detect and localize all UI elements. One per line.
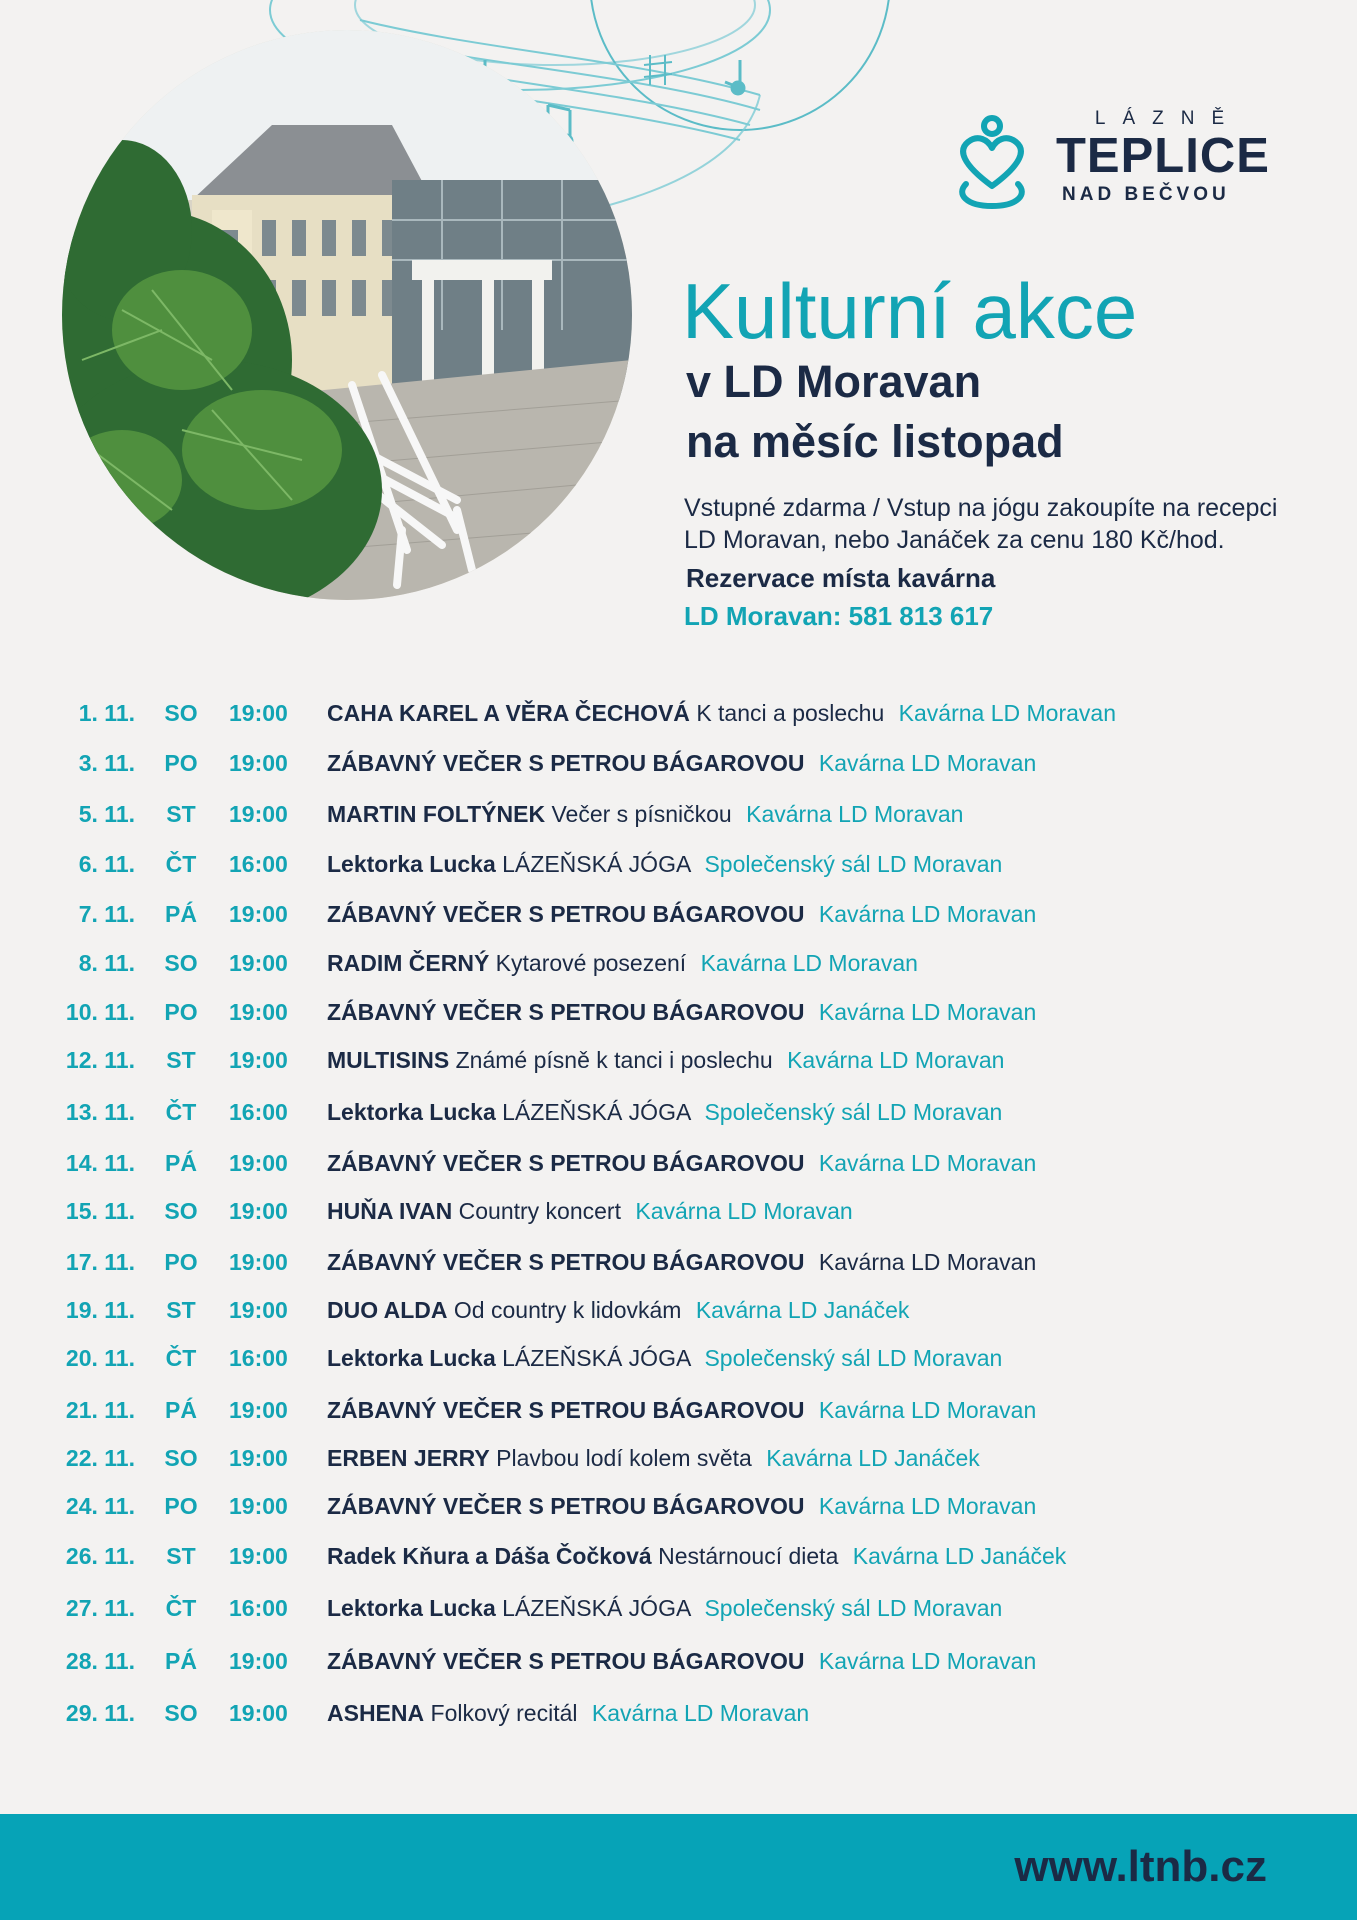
event-row	[0, 901, 1357, 937]
event-time: 19:00	[229, 999, 288, 1025]
event-day: SO	[164, 1198, 198, 1224]
event-name: ZÁBAVNÝ VEČER S PETROU BÁGAROVOU	[327, 1397, 805, 1423]
event-place: Společenský sál LD Moravan	[704, 1099, 1003, 1125]
event-description: Kytarové posezení	[495, 950, 687, 976]
event-text	[327, 1345, 1002, 1372]
event-place: Kavárna LD Moravan	[746, 801, 964, 827]
event-description: Známé písně k tanci i poslechu	[455, 1047, 773, 1073]
event-date: 8. 11.	[78, 950, 135, 976]
event-description: LÁZEŇSKÁ JÓGA	[502, 1345, 691, 1371]
event-row	[0, 1543, 1357, 1579]
event-time: 16:00	[229, 1345, 288, 1371]
event-place: Společenský sál LD Moravan	[704, 1345, 1003, 1371]
event-name: DUO ALDA	[327, 1297, 448, 1323]
event-time: 19:00	[229, 950, 288, 976]
event-time: 19:00	[229, 901, 288, 927]
event-row	[0, 1397, 1357, 1433]
event-row	[0, 1249, 1357, 1285]
event-time: 16:00	[229, 851, 288, 877]
footer-bar	[0, 1814, 1357, 1920]
event-row	[0, 801, 1357, 837]
event-text	[327, 750, 1036, 777]
event-text	[327, 1150, 1036, 1177]
event-row	[0, 1099, 1357, 1135]
event-date: 21. 11.	[65, 1397, 135, 1423]
event-day: PO	[164, 1249, 198, 1275]
event-date: 24. 11.	[65, 1493, 135, 1519]
event-time: 19:00	[229, 1150, 288, 1176]
event-place: Společenský sál LD Moravan	[704, 1595, 1003, 1621]
event-name: Radek Kňura a Dáša Čočková	[327, 1543, 652, 1569]
event-time: 19:00	[229, 1700, 288, 1726]
event-row	[0, 999, 1357, 1035]
event-day: PÁ	[165, 1150, 197, 1176]
event-row	[0, 1150, 1357, 1186]
event-time: 19:00	[229, 1543, 288, 1569]
subtitle-month: na měsíc listopad	[686, 416, 1064, 467]
event-text	[327, 999, 1036, 1026]
event-day: PÁ	[165, 1397, 197, 1423]
event-time: 19:00	[229, 750, 288, 776]
event-day: ČT	[165, 1345, 197, 1371]
event-day: SO	[164, 1445, 198, 1471]
event-row	[0, 750, 1357, 786]
event-time: 19:00	[229, 700, 288, 726]
event-text	[327, 851, 1002, 878]
event-day: ČT	[165, 851, 197, 877]
event-day: ČT	[165, 1099, 197, 1125]
event-place: Kavárna LD Moravan	[818, 1249, 1037, 1275]
info-line-1: Vstupné zdarma / Vstup na jógu zakoupíte na recepci	[684, 494, 1278, 522]
subtitle-venue: v LD Moravan	[686, 356, 982, 407]
event-row	[0, 1700, 1357, 1736]
event-date: 1. 11.	[78, 700, 135, 726]
event-day: SO	[164, 1700, 198, 1726]
event-name: ZÁBAVNÝ VEČER S PETROU BÁGAROVOU	[327, 999, 805, 1025]
event-description: Folkový recitál	[430, 1700, 578, 1726]
event-time: 19:00	[229, 1297, 288, 1323]
event-time: 16:00	[229, 1099, 288, 1125]
event-text	[327, 901, 1036, 928]
hotel-photo	[62, 30, 632, 600]
event-place: Kavárna LD Moravan	[787, 1047, 1005, 1073]
logo-main-text: TEPLICE	[1056, 129, 1270, 183]
event-time: 19:00	[229, 1445, 288, 1471]
event-place: Kavárna LD Janáček	[852, 1543, 1067, 1569]
event-time: 19:00	[229, 1493, 288, 1519]
event-description: Country koncert	[458, 1198, 621, 1224]
event-text	[327, 1595, 1002, 1622]
event-name: RADIM ČERNÝ	[327, 950, 490, 976]
event-name: ZÁBAVNÝ VEČER S PETROU BÁGAROVOU	[327, 901, 805, 927]
website-link[interactable]: www.ltnb.cz	[1014, 1842, 1267, 1891]
event-text	[327, 801, 963, 828]
event-time: 16:00	[229, 1595, 288, 1621]
event-time: 19:00	[229, 1397, 288, 1423]
event-description: LÁZEŇSKÁ JÓGA	[502, 1099, 691, 1125]
event-place: Kavárna LD Janáček	[766, 1445, 980, 1471]
event-row	[0, 700, 1357, 736]
event-time: 19:00	[229, 1198, 288, 1224]
event-date: 7. 11.	[78, 901, 135, 927]
event-place: Kavárna LD Moravan	[635, 1198, 853, 1224]
event-day: PÁ	[165, 1648, 197, 1674]
event-name: ZÁBAVNÝ VEČER S PETROU BÁGAROVOU	[327, 750, 805, 776]
event-row	[0, 851, 1357, 887]
event-text	[327, 1493, 1036, 1520]
event-name: Lektorka Lucka	[327, 1595, 496, 1621]
event-name: MULTISINS	[327, 1047, 450, 1073]
event-day: ST	[166, 1543, 196, 1569]
event-date: 15. 11.	[65, 1198, 135, 1224]
event-date: 22. 11.	[65, 1445, 135, 1471]
event-date: 29. 11.	[65, 1700, 135, 1726]
event-day: SO	[164, 950, 198, 976]
event-name: Lektorka Lucka	[327, 851, 496, 877]
page-title: Kulturní akce	[682, 267, 1138, 355]
event-place: Společenský sál LD Moravan	[704, 851, 1003, 877]
event-text	[327, 1099, 1002, 1126]
event-place: Kavárna LD Moravan	[591, 1700, 810, 1726]
event-place: Kavárna LD Moravan	[818, 1397, 1037, 1423]
event-date: 14. 11.	[65, 1150, 135, 1176]
event-day: ST	[166, 1047, 196, 1073]
event-text	[327, 700, 1116, 727]
event-row	[0, 1493, 1357, 1529]
event-description: Večer s písničkou	[551, 801, 732, 827]
event-description: Nestárnoucí dieta	[658, 1543, 839, 1569]
event-name: Lektorka Lucka	[327, 1099, 496, 1125]
event-name: ZÁBAVNÝ VEČER S PETROU BÁGAROVOU	[327, 1648, 805, 1674]
event-date: 26. 11.	[65, 1543, 135, 1569]
event-text	[327, 1397, 1036, 1424]
event-day: ST	[166, 1297, 196, 1323]
event-name: ZÁBAVNÝ VEČER S PETROU BÁGAROVOU	[327, 1249, 805, 1275]
event-day: PO	[164, 1493, 198, 1519]
event-row	[0, 1595, 1357, 1631]
event-text	[327, 1297, 909, 1324]
event-date: 6. 11.	[78, 851, 135, 877]
event-date: 10. 11.	[65, 999, 135, 1025]
event-place: Kavárna LD Moravan	[818, 750, 1037, 776]
event-date: 20. 11.	[65, 1345, 135, 1371]
event-name: Lektorka Lucka	[327, 1345, 496, 1371]
event-text	[327, 1445, 980, 1472]
event-row	[0, 1345, 1357, 1381]
event-date: 13. 11.	[65, 1099, 135, 1125]
event-row	[0, 1648, 1357, 1684]
reservation-phone: LD Moravan: 581 813 617	[684, 601, 994, 631]
logo-top-text: LÁZNĚ	[1094, 108, 1242, 129]
event-place: Kavárna LD Moravan	[818, 901, 1037, 927]
event-description: K tanci a poslechu	[696, 700, 885, 726]
event-row	[0, 1445, 1357, 1481]
event-date: 27. 11.	[65, 1595, 135, 1621]
event-date: 3. 11.	[78, 750, 135, 776]
event-name: MARTIN FOLTÝNEK	[327, 801, 546, 827]
event-date: 19. 11.	[65, 1297, 135, 1323]
event-text	[327, 1198, 853, 1225]
event-row	[0, 950, 1357, 986]
event-place: Kavárna LD Moravan	[818, 1648, 1037, 1674]
event-text	[327, 1700, 809, 1727]
event-day: SO	[164, 700, 198, 726]
event-place: Kavárna LD Janáček	[695, 1297, 910, 1323]
logo	[952, 108, 1282, 218]
event-text	[327, 950, 918, 977]
event-day: PO	[164, 999, 198, 1025]
event-place: Kavárna LD Moravan	[898, 700, 1116, 726]
event-name: ASHENA	[327, 1700, 425, 1726]
event-name: CAHA KAREL A VĚRA ČECHOVÁ	[327, 700, 690, 726]
event-time: 19:00	[229, 1249, 288, 1275]
reservation-label: Rezervace místa kavárna	[686, 563, 996, 593]
event-description: Od country k lidovkám	[453, 1297, 682, 1323]
event-day: ST	[166, 801, 196, 827]
event-name: ZÁBAVNÝ VEČER S PETROU BÁGAROVOU	[327, 1150, 805, 1176]
info-line-2: LD Moravan, nebo Janáček za cenu 180 Kč/hod.	[684, 526, 1225, 554]
event-place: Kavárna LD Moravan	[818, 1493, 1037, 1519]
event-text	[327, 1648, 1036, 1675]
event-day: PO	[164, 750, 198, 776]
event-place: Kavárna LD Moravan	[700, 950, 918, 976]
event-name: HUŇA IVAN	[327, 1198, 453, 1224]
event-time: 19:00	[229, 801, 288, 827]
event-date: 17. 11.	[65, 1249, 135, 1275]
event-place: Kavárna LD Moravan	[818, 999, 1037, 1025]
event-row	[0, 1047, 1357, 1083]
event-text	[327, 1047, 1004, 1074]
event-date: 28. 11.	[65, 1648, 135, 1674]
event-description: LÁZEŇSKÁ JÓGA	[502, 851, 691, 877]
event-row	[0, 1198, 1357, 1234]
event-place: Kavárna LD Moravan	[818, 1150, 1037, 1176]
event-date: 5. 11.	[78, 801, 135, 827]
event-day: ČT	[165, 1595, 197, 1621]
event-name: ZÁBAVNÝ VEČER S PETROU BÁGAROVOU	[327, 1493, 805, 1519]
event-time: 19:00	[229, 1648, 288, 1674]
event-name: ERBEN JERRY	[327, 1445, 490, 1471]
logo-sub-text: NAD BEČVOU	[1062, 184, 1230, 205]
event-text	[327, 1543, 1066, 1570]
event-description: LÁZEŇSKÁ JÓGA	[502, 1595, 691, 1621]
event-description: Plavbou lodí kolem světa	[496, 1445, 752, 1471]
event-day: PÁ	[165, 901, 197, 927]
event-row	[0, 1297, 1357, 1333]
heart-with-person-icon	[952, 112, 1032, 212]
event-time: 19:00	[229, 1047, 288, 1073]
event-text	[327, 1249, 1036, 1276]
event-date: 12. 11.	[65, 1047, 135, 1073]
